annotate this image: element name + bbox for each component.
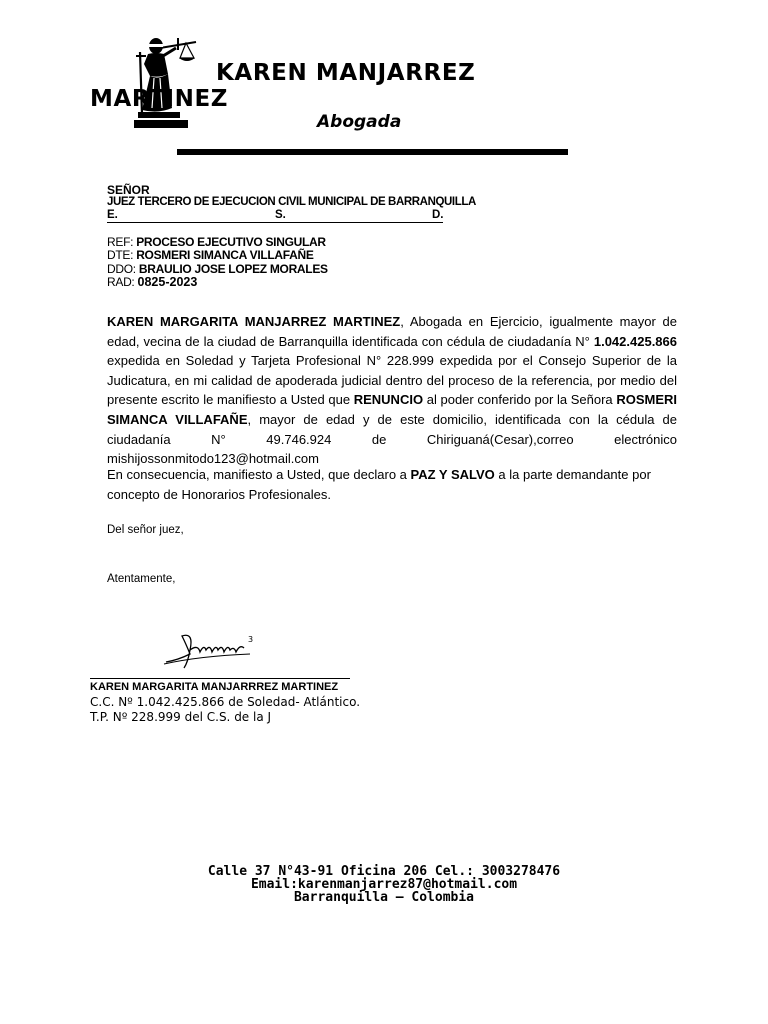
conseq-text-b: a la parte demandante por concepto de Honorarios Profesionales. — [107, 467, 651, 502]
svg-text:3: 3 — [248, 635, 254, 644]
header-rule — [177, 149, 568, 155]
closing-greeting: Del señor juez, — [107, 524, 184, 536]
rad-label: RAD: — [107, 275, 135, 290]
addressee-salutation: SEÑOR — [107, 183, 150, 197]
ddo-line — [107, 263, 328, 276]
lawyer-cc: 1.042.425.866 — [593, 333, 677, 349]
esd-d: D. — [432, 209, 444, 221]
ddo-value: BRAULIO JOSE LOPEZ MORALES — [138, 261, 328, 276]
esd-e: E. — [107, 209, 118, 221]
esd-s: S. — [275, 209, 286, 221]
conseq-text-a: En consecuencia, manifiesto a Usted, que declaro a — [107, 467, 411, 482]
lawyer-name: KAREN MARGARITA MANJARREZ MARTINEZ — [107, 314, 401, 329]
paz-y-salvo-text: PAZ Y SALVO — [410, 467, 495, 482]
body-text-a: , Abogada en Ejercicio, igualmente mayor de edad, vecina de la ciudad de Barranquilla identificada con cédula de ciudadanía N° — [107, 314, 677, 349]
signature-line — [90, 678, 350, 679]
handwritten-signature — [160, 626, 260, 670]
rad-value: 0825-2023 — [137, 275, 198, 290]
dte-label: DTE: — [107, 248, 134, 263]
addressee-esd — [107, 209, 443, 223]
consequence-paragraph — [107, 465, 677, 504]
footer-email: Email:karenmanjarrez87@hotmail.com — [250, 877, 518, 892]
body-text-d: , mayor de edad y de este domicilio, identificada con la cédula de ciudadanía N° 49.746.924 de Chiriguaná(Cesar),correo electrónico mishijossonmitodo123@hotmail.com — [107, 411, 677, 467]
ref-label: REF: — [107, 235, 134, 249]
renuncio-text: RENUNCIO — [353, 392, 424, 408]
body-text-b: expedida en Soledad y Tarjeta Profesional N° 228.999 expedida por el Consejo Superior de la Judicatura, en mi calidad de apoderada judicial dentro del proceso de la referencia, por medio del presente escrito le manifiesto a Usted que — [107, 353, 677, 408]
body-paragraph — [107, 312, 677, 469]
signer-name: KAREN MARGARITA MANJARRREZ MARTINEZ — [90, 681, 339, 693]
dte-value: ROSMERI SIMANCA VILLAFAÑE — [136, 248, 314, 263]
body-text-c: al poder conferido por la Señora — [423, 392, 617, 408]
lady-justice-icon — [130, 34, 202, 130]
closing-signoff: Atentamente, — [107, 573, 176, 585]
addressee-court: JUEZ TERCERO DE EJECUCION CIVIL MUNICIPAL DE BARRANQUILLA — [107, 196, 476, 208]
signer-tp: T.P. Nº 228.999 del C.S. de la J — [90, 710, 272, 724]
footer-city: Barranquilla – Colombia — [293, 890, 474, 905]
brand-name-line2: MARTINEZ — [90, 86, 229, 112]
rad-line — [107, 276, 328, 289]
client-name: ROSMERI SIMANCA VILLAFAÑE — [107, 392, 677, 427]
dte-line — [107, 249, 328, 262]
brand-name-line1: KAREN MANJARREZ — [216, 60, 476, 86]
ddo-label: DDO: — [107, 261, 136, 276]
signer-cc: C.C. Nº 1.042.425.866 de Soledad- Atlántico. — [90, 695, 361, 709]
reference-block — [107, 236, 328, 290]
brand-subtitle: Abogada — [317, 112, 402, 132]
footer-address: Calle 37 N°43-91 Oficina 206 Cel.: 3003278476 — [207, 864, 561, 879]
ref-value: PROCESO EJECUTIVO SINGULAR — [136, 235, 326, 249]
